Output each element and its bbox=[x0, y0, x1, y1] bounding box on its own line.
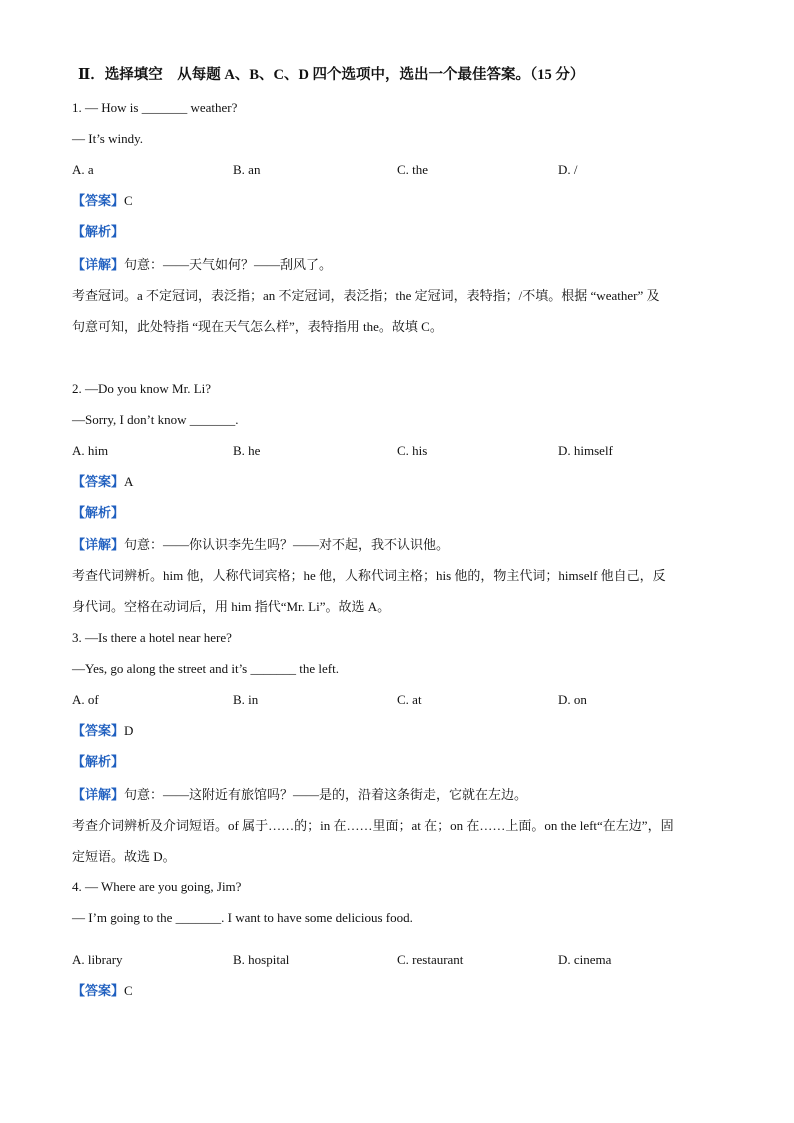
question-3-option-b: B. in bbox=[233, 692, 259, 707]
question-1-answer bbox=[72, 192, 133, 210]
question-1-stem: 1. — How is _______ weather? bbox=[72, 100, 238, 115]
question-1-option-a: A. a bbox=[72, 162, 94, 177]
question-2-stem: 2. —Do you know Mr. Li? bbox=[72, 381, 212, 396]
question-4-option-b: B. hospital bbox=[233, 952, 290, 967]
question-3-explain-line-2: 定短语。故选 D。 bbox=[72, 849, 176, 864]
question-2-option-b: B. he bbox=[233, 443, 261, 458]
section-header: Ⅱ．选择填空 从每题 A、B、C、D 四个选项中，选出一个最佳答案。（15 分） bbox=[78, 67, 585, 83]
answer-tag: 【答案】 bbox=[72, 193, 125, 208]
answer-tag: 【答案】 bbox=[72, 474, 125, 489]
answer-value: C bbox=[124, 983, 133, 998]
answer-value: D bbox=[124, 723, 134, 738]
answer-tag: 【答案】 bbox=[72, 983, 125, 998]
question-3-stem: 3. —Is there a hotel near here? bbox=[72, 630, 232, 645]
question-3-option-c: C. at bbox=[397, 692, 422, 707]
question-1-explain-line-1: 考查冠词。a 不定冠词，表泛指；an 不定冠词，表泛指；the 定冠词，表特指；/不填。根据 “weather” 及 bbox=[72, 288, 660, 303]
question-4-option-c: C. restaurant bbox=[397, 952, 464, 967]
question-1-option-c: C. the bbox=[397, 162, 429, 177]
analysis-tag: 【解析】 bbox=[72, 224, 125, 239]
question-2-option-c: C. his bbox=[397, 443, 428, 458]
question-3-option-a: A. of bbox=[72, 692, 99, 707]
question-2-explain-line-2: 身代词。空格在动词后，用 him 指代“Mr. Li”。故选 A。 bbox=[72, 599, 391, 614]
question-2-option-a: A. him bbox=[72, 443, 109, 458]
question-4-stem: 4. — Where are you going, Jim? bbox=[72, 879, 242, 894]
question-1-detail bbox=[72, 256, 332, 274]
detail-text: 句意：——天气如何？——刮风了。 bbox=[124, 257, 333, 272]
question-2-detail bbox=[72, 536, 449, 554]
question-3-explain-line-1: 考查介词辨析及介词短语。of 属于……的；in 在……里面；at 在；on 在……上面。on the left“在左边”，固 bbox=[72, 818, 674, 833]
question-2-answer bbox=[72, 473, 133, 491]
question-3-option-d: D. on bbox=[558, 692, 587, 707]
detail-tag: 【详解】 bbox=[72, 787, 125, 802]
question-3-analysis bbox=[72, 753, 124, 771]
analysis-tag: 【解析】 bbox=[72, 754, 125, 769]
question-1-option-b: B. an bbox=[233, 162, 261, 177]
analysis-tag: 【解析】 bbox=[72, 505, 125, 520]
question-2-reply: —Sorry, I don’t know _______. bbox=[72, 412, 239, 427]
question-1-reply: — It’s windy. bbox=[72, 131, 144, 146]
question-2-analysis bbox=[72, 504, 124, 522]
question-2-explain-line-1: 考查代词辨析。him 他，人称代词宾格；he 他，人称代词主格；his 他的，物主代词；himself 他自己，反 bbox=[72, 568, 666, 583]
detail-text: 句意：——你认识李先生吗？——对不起，我不认识他。 bbox=[124, 537, 450, 552]
question-1-option-d: D. / bbox=[558, 162, 578, 177]
answer-tag: 【答案】 bbox=[72, 723, 125, 738]
question-3-reply: —Yes, go along the street and it’s _______ the left. bbox=[72, 661, 339, 676]
question-2-option-d: D. himself bbox=[558, 443, 613, 458]
question-1-analysis bbox=[72, 223, 124, 241]
question-3-detail bbox=[72, 786, 527, 804]
question-4-option-d: D. cinema bbox=[558, 952, 612, 967]
answer-value: C bbox=[124, 193, 133, 208]
question-1-explain-line-2: 句意可知，此处特指 “现在天气怎么样”，表特指用 the。故填 C。 bbox=[72, 319, 443, 334]
question-4-option-a: A. library bbox=[72, 952, 123, 967]
detail-tag: 【详解】 bbox=[72, 537, 125, 552]
detail-text: 句意：——这附近有旅馆吗？——是的，沿着这条街走，它就在左边。 bbox=[124, 787, 528, 802]
question-4-reply: — I’m going to the _______. I want to have some delicious food. bbox=[72, 910, 413, 925]
detail-tag: 【详解】 bbox=[72, 257, 125, 272]
question-3-answer bbox=[72, 722, 133, 740]
question-4-answer bbox=[72, 982, 133, 1000]
answer-value: A bbox=[124, 474, 134, 489]
